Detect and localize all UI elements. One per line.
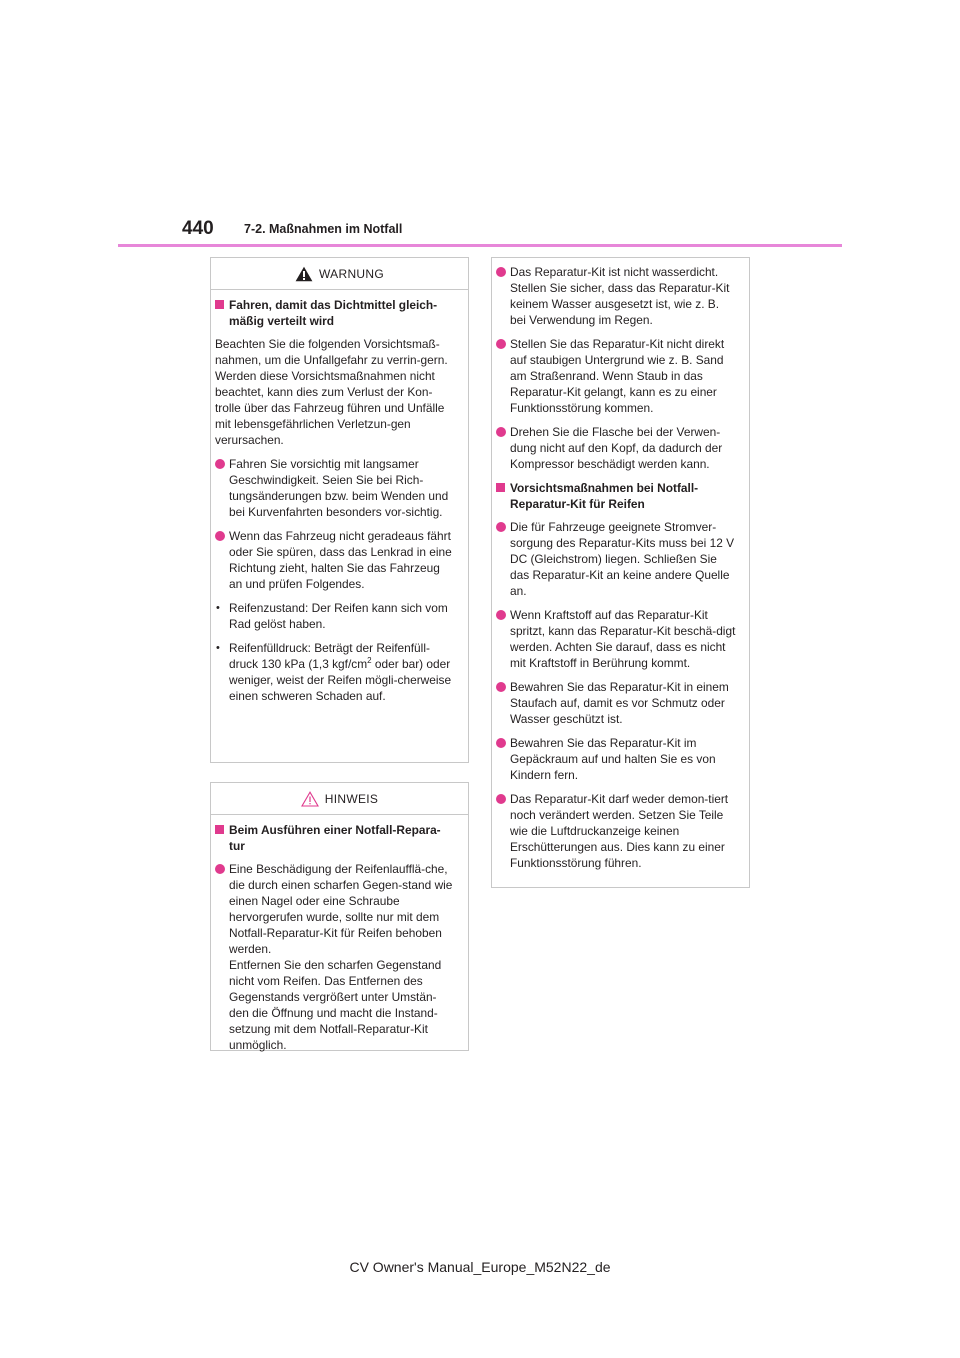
section-title: 7-2. Maßnahmen im Notfall xyxy=(244,222,403,236)
warning-box-body xyxy=(211,290,468,720)
right-bullet-8: Das Reparatur-Kit darf weder demon-tiert noch verändert werden. Setzen Sie Teile wie die Luftdruckanzeige keinen Erschütterungen aus. Dies kann zu einer Funktionsstörung führen. xyxy=(496,791,737,871)
right-bullet-3: Drehen Sie die Flasche bei der Verwen-dung nicht auf den Kopf, da dadurch der Kompressor beschädigt werden kann. xyxy=(496,424,737,472)
warning-sub-2-post: oder bar) oder weniger, weist der Reifen mögli-cherweise einen schweren Schaden auf. xyxy=(229,657,452,703)
notice-box xyxy=(210,782,469,1051)
warning-heading: Fahren, damit das Dichtmittel gleich-mäßig verteilt wird xyxy=(215,297,456,329)
right-bullet-1: Das Reparatur-Kit ist nicht wasserdicht. Stellen Sie sicher, dass das Reparatur-Kit keinem Wasser ausgesetzt ist, wie z. B. bei Verwendung im Regen. xyxy=(496,264,737,328)
warning-sub-2-pre: druck 130 kPa (1,3 kgf/cm xyxy=(229,657,368,671)
warning-box-header xyxy=(211,258,468,290)
right-box-body xyxy=(492,258,749,887)
right-bullet-6: Bewahren Sie das Reparatur-Kit in einem Staufach auf, damit es vor Schmutz oder Wasser geschützt ist. xyxy=(496,679,737,727)
warning-intro-2: Werden diese Vorsichtsmaßnahmen nicht beachtet, kann dies zum Verlust der Kon-trolle über das Fahrzeug führen und Unfälle mit lebensgefährlichen Verletzun-gen verursachen. xyxy=(215,369,445,447)
notice-heading: Beim Ausführen einer Notfall-Repara-tur xyxy=(215,822,456,854)
warning-bullet-1: Fahren Sie vorsichtig mit langsamer Geschwindigkeit. Seien Sie bei Rich-tungsänderungen bzw. beim Wenden und bei Kurvenfahrten besonders vor-sichtig. xyxy=(215,456,456,520)
right-bullet-7: Bewahren Sie das Reparatur-Kit im Gepäckraum auf und halten Sie es von Kindern fern. xyxy=(496,735,737,783)
notice-bullet-1a: Eine Beschädigung der Reifenlaufflä-che, die durch einen scharfen Gegen-stand wie einen Nagel oder eine Schraube hervorgerufen wurde, sollte nur mit dem Notfall-Reparatur-Kit für Reifen behoben werden. xyxy=(215,861,456,957)
right-heading: Vorsichtsmaßnahmen bei Notfall-Reparatur-Kit für Reifen xyxy=(496,480,737,512)
warning-sub-2-sup: 2 xyxy=(367,656,372,666)
warning-box xyxy=(210,257,469,763)
warning-sub-2 xyxy=(215,640,456,704)
page-number: 440 xyxy=(182,218,214,239)
warning-triangle-filled-icon xyxy=(295,266,313,282)
right-box xyxy=(491,257,750,888)
notice-box-header xyxy=(211,783,468,815)
warning-intro-1: Beachten Sie die folgenden Vorsichtsmaß-nahmen, um die Unfallgefahr zu verrin-gern. xyxy=(215,337,448,367)
notice-box-body xyxy=(211,815,468,1069)
warning-sub-2-line1: • Reifenfülldruck: Beträgt der Reifenfüll- xyxy=(229,641,430,655)
right-bullet-5: Wenn Kraftstoff auf das Reparatur-Kit spritzt, kann das Reparatur-Kit beschä-digt werden. Achten Sie darauf, dass es nicht mit Kraftstoff in Berührung kommt. xyxy=(496,607,737,671)
right-bullet-2: Stellen Sie das Reparatur-Kit nicht direkt auf staubigen Untergrund wie z. B. Sand am Straßenrand. Wenn Staub in das Reparatur-Kit gelangt, kann es zu einer Funktionsstörung kommen. xyxy=(496,336,737,416)
warning-triangle-outline-icon xyxy=(301,791,319,807)
right-bullet-4: Die für Fahrzeuge geeignete Stromver-sorgung des Reparatur-Kits muss bei 12 V DC (Gleichstrom) liegen. Schließen Sie das Reparatur-Kit an keine andere Quelle an. xyxy=(496,519,737,599)
warning-sub-1: • Reifenzustand: Der Reifen kann sich vom Rad gelöst haben. xyxy=(215,600,456,632)
notice-box-title: HINWEIS xyxy=(324,791,379,806)
header-rule xyxy=(118,244,842,247)
footer-manual-id: CV Owner's Manual_Europe_M52N22_de xyxy=(349,1259,611,1275)
warning-bullet-2: Wenn das Fahrzeug nicht geradeaus fährt oder Sie spüren, dass das Lenkrad in eine Richtung zieht, halten Sie das Fahrzeug an und prüfen Folgendes. xyxy=(215,528,456,592)
notice-bullet-1b: Entfernen Sie den scharfen Gegenstand nicht vom Reifen. Das Entfernen des Gegenstands vergrößert unter Umstän-den die Öffnung und macht die Instand-setzung mit dem Notfall-Reparatur-Kit unmöglich. xyxy=(229,958,442,1052)
warning-box-title: WARNUNG xyxy=(319,266,384,281)
